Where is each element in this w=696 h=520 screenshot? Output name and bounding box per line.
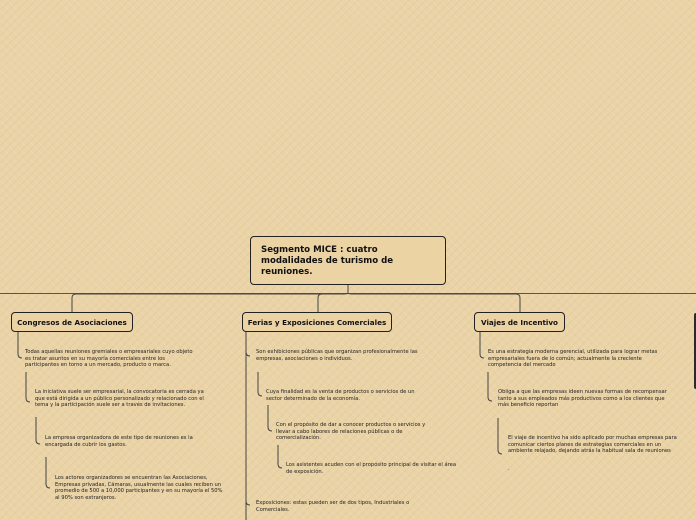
central-topic[interactable] bbox=[250, 236, 446, 285]
central-topic-title: Segmento MICE : cuatro modalidades de turismo de reuniones. bbox=[261, 245, 394, 277]
note-viajes-2[interactable]: Obliga a que las empresas ideen nuevas formas de recompensar tanto a sus empleados más productivos como a los clientes que más beneficio reportan bbox=[498, 389, 667, 409]
note-ferias-4[interactable]: Los asistentes acuden con el propósito principal de visitar el área de exposición. bbox=[286, 462, 457, 475]
branch-label: Ferias y Exposiciones Comerciales bbox=[247, 317, 387, 327]
branch-viajes[interactable] bbox=[474, 312, 565, 332]
note-viajes-3[interactable]: El viaje de incentivo ha sido aplicado por muchas empresas para comunicar ciertos planes de estrategias comerciales en un ambiente relajado, dejando atrás la habitual sala de reuniones bbox=[508, 435, 677, 455]
note-congresos-3[interactable]: La empresa organizadora de este tipo de reuniones es la encargada de cubrir los gastos. bbox=[45, 435, 193, 448]
note-ferias-3[interactable]: Con el propósito de dar a conocer productos o servicios y llevar a cabo labores de relaciones públicas o de comercialización. bbox=[276, 422, 426, 442]
note-congresos-4[interactable]: Los actores organizadores se encuentran las Asociaciones, Empresas privadas, Cámaras, usualmente las cuales reciben un promedio de 500 a 10,000 participantes y en su mayoría el 50% al 90% son extranjeros. bbox=[55, 475, 223, 501]
note-viajes-1[interactable]: Es una estrategia moderna gerencial, utilizada para lograr metas empresariales fuera de lo común; actualmente la creciente competencia del mercado bbox=[488, 349, 658, 369]
branch-label: Congresos de Asociaciones bbox=[17, 317, 127, 327]
branch-label: Viajes de Incentivo bbox=[481, 317, 558, 327]
note-congresos-1[interactable]: Todas aquellas reuniones gremiales o empresariales cuyo objeto es tratar asuntos en su mayoría comerciales entre los participantes en torno a un mercado, producto o marca. bbox=[25, 349, 193, 369]
note-congresos-2[interactable]: La iniciativa suele ser empresarial, la convocatoria es cerrada ya que está dirigida a un público personalizado y relacionado con el tema y la participación suele ser a través de invitaciones. bbox=[35, 389, 204, 409]
note-viajes-4[interactable]: . bbox=[508, 466, 510, 472]
note-ferias-5[interactable]: Exposiciones: estas pueden ser de dos tipos, Industriales o Comerciales. bbox=[256, 500, 410, 513]
branch-ferias[interactable] bbox=[242, 312, 392, 332]
branch-congresos[interactable] bbox=[11, 312, 133, 332]
note-ferias-1[interactable]: Son exhibiciones públicas que organizan profesionalmente las empresas, asociaciones o individuos. bbox=[256, 349, 418, 362]
note-ferias-2[interactable]: Cuya finalidad es la venta de productos o servicios de un sector determinado de la economía. bbox=[266, 389, 415, 402]
